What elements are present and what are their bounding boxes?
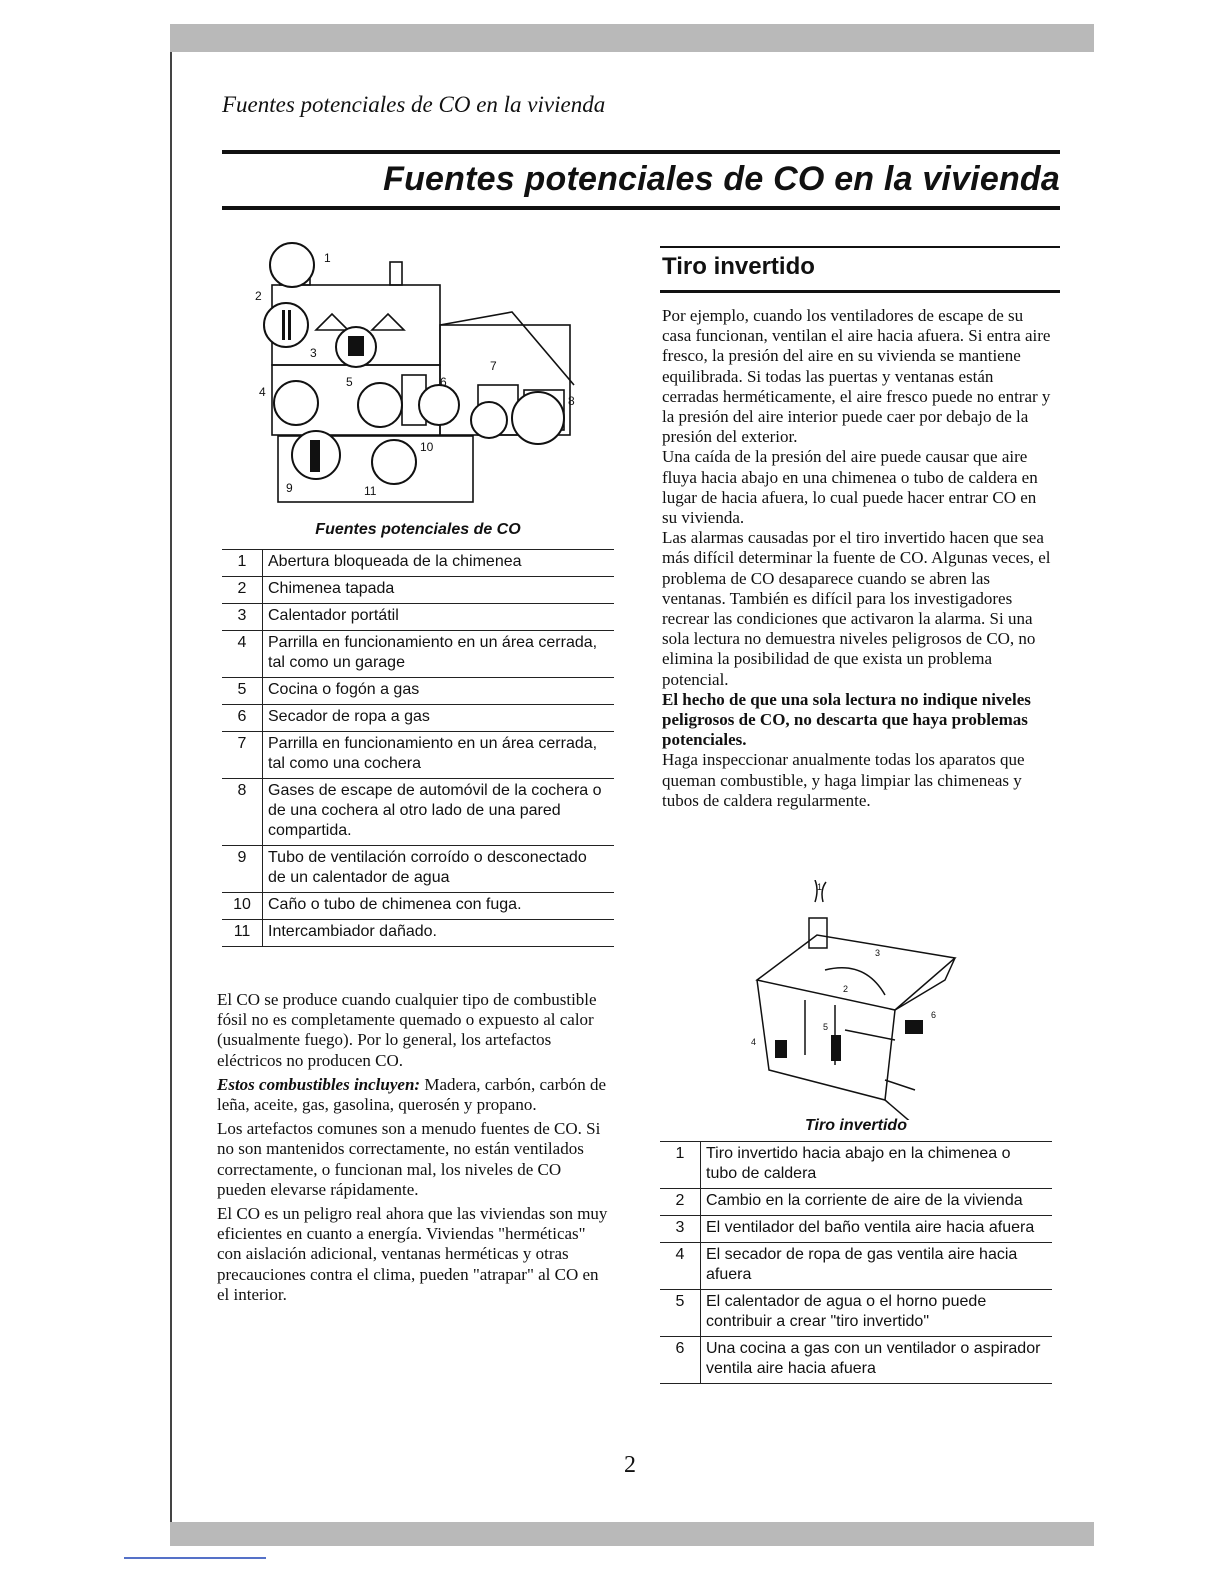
row-number: 6 [222, 705, 263, 732]
row-number: 6 [660, 1337, 701, 1384]
page-number: 2 [624, 1452, 636, 1478]
right-body-text [662, 306, 1054, 811]
row-text: Tiro invertido hacia abajo en la chimenea o tubo de caldera [701, 1142, 1053, 1189]
row-text: Parrilla en funcionamiento en un área cerrada, tal como una cochera [263, 732, 615, 779]
title-rule-top [222, 150, 1060, 154]
vent-label-5: 5 [823, 1022, 829, 1032]
row-number: 1 [660, 1142, 701, 1189]
table-row [222, 577, 614, 604]
table-row [660, 1142, 1052, 1189]
house-diagram [244, 240, 589, 510]
table-row [222, 678, 614, 705]
row-text: Chimenea tapada [263, 577, 615, 604]
house-label-2: 2 [255, 289, 262, 303]
table-row [660, 1290, 1052, 1337]
paragraph: Por ejemplo, cuando los ventiladores de escape de su casa funcionan, ventilan el aire hacia afuera. Si entra aire fresco, la presión del aire en su vivienda se mantiene equilibrada. Si todas las puertas y ventanas están cerradas herméticamente, el aire fresco puede no entrar y la presión del aire interior puede caer por debajo de la presión del exterior. [662, 306, 1051, 447]
row-text: Cambio en la corriente de aire de la vivienda [701, 1189, 1053, 1216]
house-label-7: 7 [490, 359, 497, 373]
paragraph: El CO se produce cuando cualquier tipo de combustible fósil no es completamente quemado o expuesto al calor (usualmente fuego). Por lo general, los artefactos eléctricos no producen CO. [217, 990, 597, 1070]
row-text: Cocina o fogón a gas [263, 678, 615, 705]
house-label-1: 1 [324, 251, 331, 265]
row-text: El calentador de agua o el horno puede contribuir a crear "tiro invertido" [701, 1290, 1053, 1337]
paragraph [217, 1075, 612, 1115]
table-row [222, 779, 614, 846]
table-row [222, 893, 614, 920]
house-label-11: 11 [364, 484, 377, 498]
row-number: 11 [222, 920, 263, 947]
figure2-caption: Tiro invertido [805, 1117, 907, 1134]
vent-label-4: 4 [751, 1037, 757, 1047]
left-body-text [217, 990, 612, 1305]
row-number: 5 [660, 1290, 701, 1337]
table-row [222, 920, 614, 947]
row-number: 7 [222, 732, 263, 779]
house-label-10: 10 [420, 440, 434, 454]
paragraph: El CO es un peligro real ahora que las viviendas son muy eficientes en cuanto a energía. Viviendas "herméticas" con aislación adicional, ventanas herméticas y otras precauciones contra el clima, pueden "atrapar" al CO en el interior. [217, 1204, 608, 1304]
paragraph: Las alarmas causadas por el tiro invertido hacen que sea más difícil determinar la fuente de CO. Algunas veces, el problema de CO desaparece cuando se abren las ventanas. También es difícil para los investigadores recrear las condiciones que activaron la alarma. Si una sola lectura no demuestra niveles peligrosos de CO, no elimina la posibilidad de que exista un problema potencial. [662, 528, 1051, 689]
row-number: 9 [222, 846, 263, 893]
row-number: 8 [222, 779, 263, 846]
house-label-9: 9 [286, 481, 293, 495]
vent-label-1: 1 [817, 882, 823, 892]
row-number: 4 [222, 631, 263, 678]
title-rule-bottom [222, 206, 1060, 210]
row-number: 3 [660, 1216, 701, 1243]
table-row [222, 846, 614, 893]
row-number: 4 [660, 1243, 701, 1290]
row-number: 2 [222, 577, 263, 604]
row-text: Una cocina a gas con un ventilador o aspirador ventila aire hacia afuera [701, 1337, 1053, 1384]
vent-label-3: 3 [875, 948, 881, 958]
row-text: Secador de ropa a gas [263, 705, 615, 732]
row-number: 5 [222, 678, 263, 705]
house-label-4: 4 [259, 385, 266, 399]
house-label-5: 5 [346, 375, 353, 389]
fuels-list: Madera, carbón, carbón de leña, aceite, gas, gasolina, querosén y propano. [217, 1074, 607, 1115]
table-row [222, 550, 614, 577]
table-row [222, 705, 614, 732]
fuels-lead: Estos combustibles incluyen: [217, 1074, 421, 1094]
figure1-caption: Fuentes potenciales de CO [315, 521, 521, 538]
top-gray-band [170, 24, 1094, 52]
sources-table [222, 549, 614, 947]
paragraph: Los artefactos comunes son a menudo fuentes de CO. Si no son mantenidos correctamente, no están ventilados correctamente, o funcionan mal, los niveles de CO pueden elevarse rápidamente. [217, 1119, 601, 1199]
page-title: Fuentes potenciales de CO en la vivienda [383, 160, 1060, 198]
row-text: Gases de escape de automóvil de la cochera o de una cochera al otro lado de una pared compartida. [263, 779, 615, 846]
house-label-6: 6 [440, 375, 447, 389]
paragraph: Haga inspeccionar anualmente todas los aparatos que queman combustible, y haga limpiar las chimeneas y tubos de caldera regularmente. [662, 750, 1025, 810]
row-text: Parrilla en funcionamiento en un área cerrada, tal como un garage [263, 631, 615, 678]
table-row [222, 732, 614, 779]
section-rule-bottom [660, 290, 1060, 293]
vent-label-6: 6 [931, 1010, 937, 1020]
warning-paragraph: El hecho de que una sola lectura no indique niveles peligrosos de CO, no descarta que haya problemas potenciales. [662, 689, 1031, 750]
row-text: El ventilador del baño ventila aire hacia afuera [701, 1216, 1053, 1243]
backdraft-table [660, 1141, 1052, 1384]
running-header: Fuentes potenciales de CO en la vivienda [222, 92, 606, 117]
house-label-8: 8 [568, 394, 575, 408]
paragraph: Una caída de la presión del aire puede causar que aire fluya hacia abajo en una chimenea o tubo de caldera en lugar de hacia afuera, lo cual puede hacer entrar CO en su vivienda. [662, 447, 1038, 528]
row-text: Intercambiador dañado. [263, 920, 615, 947]
left-margin-line [170, 52, 172, 1522]
bottom-blue-line [124, 1557, 266, 1559]
table-row [660, 1216, 1052, 1243]
row-text: Calentador portátil [263, 604, 615, 631]
vent-label-2: 2 [843, 984, 849, 994]
section-title: Tiro invertido [662, 253, 815, 280]
table-row [660, 1243, 1052, 1290]
backdraft-diagram [745, 880, 970, 1120]
house-label-3: 3 [310, 346, 317, 360]
row-text: Tubo de ventilación corroído o desconectado de un calentador de agua [263, 846, 615, 893]
row-number: 1 [222, 550, 263, 577]
row-text: Caño o tubo de chimenea con fuga. [263, 893, 615, 920]
row-number: 2 [660, 1189, 701, 1216]
row-text: Abertura bloqueada de la chimenea [263, 550, 615, 577]
row-number: 10 [222, 893, 263, 920]
table-row [660, 1337, 1052, 1384]
section-rule-top [660, 246, 1060, 248]
bottom-gray-band [170, 1522, 1094, 1546]
table-row [222, 604, 614, 631]
table-row [660, 1189, 1052, 1216]
row-number: 3 [222, 604, 263, 631]
row-text: El secador de ropa de gas ventila aire hacia afuera [701, 1243, 1053, 1290]
table-row [222, 631, 614, 678]
